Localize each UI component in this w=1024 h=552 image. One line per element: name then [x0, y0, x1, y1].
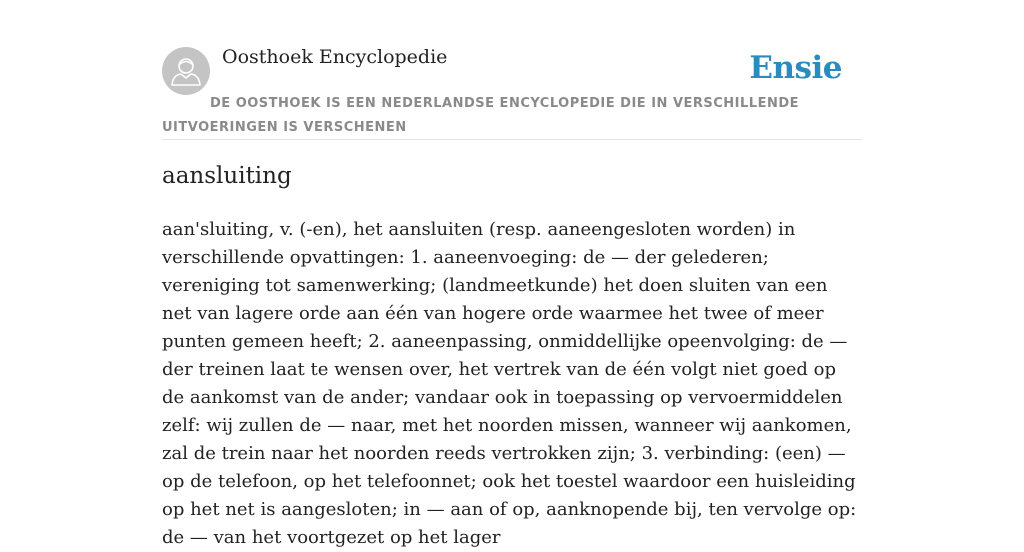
author-avatar[interactable] [162, 47, 210, 95]
ensie-logo-link[interactable]: Ensie [749, 50, 842, 86]
user-outline-icon [162, 47, 210, 95]
article-body: aan'sluiting, v. (-en), het aansluiten (resp. aaneengesloten worden) in verschillende opvattingen: 1. aaneenvoeging: de — der gelederen; vereniging tot samenwerking; (landmeetkunde) het doen sluiten van een net van lagere orde aan één van hogere orde waarmee het twee of meer punten gemeen heeft; 2. aaneenpassing, onmiddellijke opeenvolging: de — der treinen laat te wensen over, het vertrek van de één volgt niet goed op de aankomst van de ander; vandaar ook in toepassing op vervoermiddelen zelf: wij zullen de — naar, met het noorden missen, wanneer wij aankomen, zal de trein naar het noorden reeds vertrokken zijn; 3. verbinding: (een) — op de telefoon, op het telefoonnet; ook het toestel waardoor een huisleiding op het net is aangesloten; in — aan of op, aanknopende bij, ten vervolge op: de — van het voortgezet op het lager [162, 219, 857, 548]
header-divider [162, 139, 862, 140]
site-tagline: DE OOSTHOEK IS EEN NEDERLANDSE ENCYCLOPEDIE DIE IN VERSCHILLENDE UITVOERINGEN IS VERSCHENEN [162, 96, 800, 135]
site-name-link[interactable]: Oosthoek Encyclopedie [222, 46, 448, 68]
article-title: aansluiting [162, 163, 292, 189]
